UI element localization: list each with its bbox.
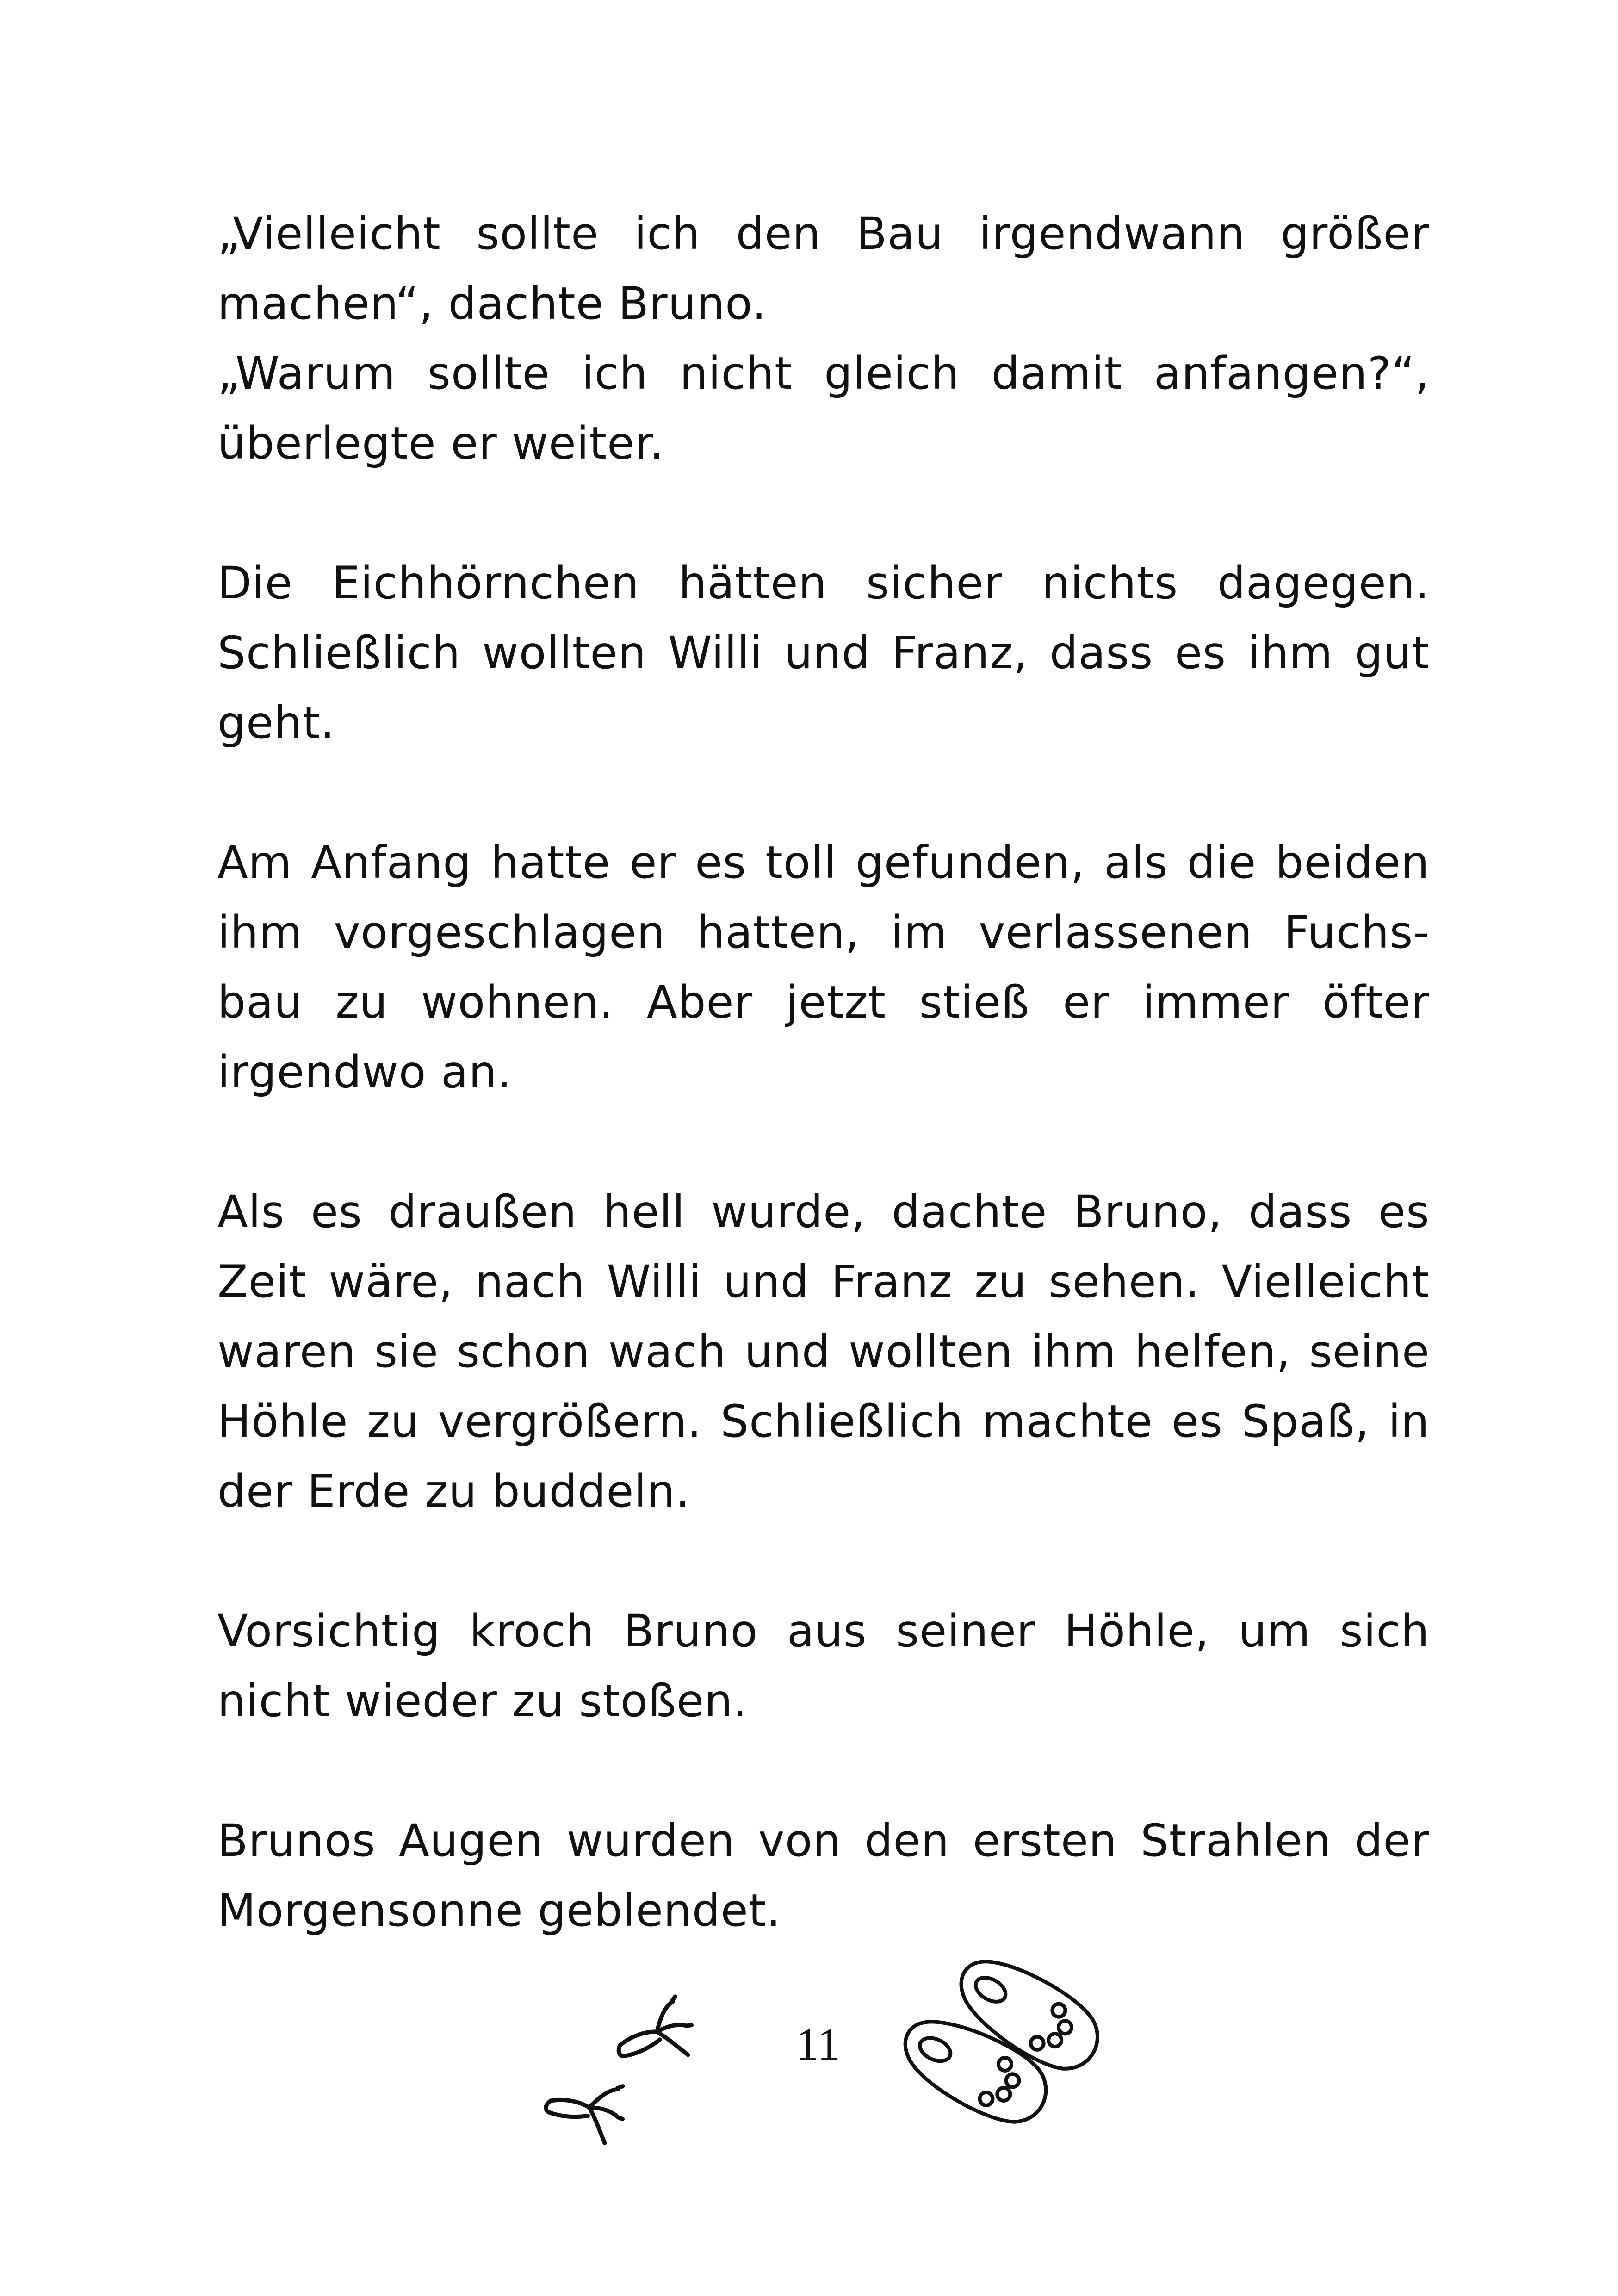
text-line: Höhle zu vergrößern. Schließlich machte es Spaß, in bbox=[217, 1396, 1430, 1447]
text-line: bau zu wohnen. Aber jetzt stieß er immer öfter bbox=[217, 976, 1430, 1028]
text-line: der Erde zu buddeln. bbox=[217, 1465, 690, 1517]
text-line: machen“, dachte Bruno. bbox=[217, 278, 767, 329]
paragraph-7 bbox=[217, 1806, 1430, 1946]
text-line: Am Anfang hatte er es toll gefunden, als die beiden bbox=[217, 837, 1430, 888]
text-line: Als es draußen hell wurde, dachte Bruno, dass es bbox=[217, 1186, 1430, 1238]
paragraph-2 bbox=[217, 339, 1430, 478]
paragraph-3 bbox=[217, 548, 1430, 758]
text-line: irgendwo an. bbox=[217, 1046, 512, 1098]
page-footer bbox=[0, 1967, 1618, 2170]
text-line: waren sie schon wach und wollten ihm helfen, seine bbox=[217, 1326, 1430, 1378]
text-line: Morgensonne geblendet. bbox=[217, 1885, 781, 1936]
text-line: geht. bbox=[217, 697, 335, 749]
text-line: „Vielleicht sollte ich den Bau irgendwann größer bbox=[217, 208, 1430, 260]
paragraph-6 bbox=[217, 1596, 1430, 1736]
bird-footprints-icon bbox=[541, 1995, 701, 2146]
text-line: überlegte er weiter. bbox=[217, 417, 664, 469]
text-line: Schließlich wollten Willi und Franz, dass es ihm gut bbox=[217, 627, 1430, 679]
paragraph-5 bbox=[217, 1177, 1430, 1527]
paragraph-4 bbox=[217, 828, 1430, 1107]
text-line: „Warum sollte ich nicht gleich damit anfangen?“, bbox=[217, 348, 1430, 399]
text-line: Die Eichhörnchen hätten sicher nichts dagegen. bbox=[217, 557, 1430, 609]
story-text bbox=[217, 199, 1430, 2016]
text-line: Vorsichtig kroch Bruno aus seiner Höhle, um sich bbox=[217, 1605, 1430, 1657]
paragraph-1 bbox=[217, 199, 1430, 339]
bear-pawprints-icon bbox=[891, 1944, 1112, 2135]
text-line: Zeit wäre, nach Willi und Franz zu sehen. Vielleicht bbox=[217, 1256, 1430, 1308]
text-line: ihm vorgeschlagen hatten, im verlassenen Fuchs- bbox=[217, 906, 1430, 958]
page-number: 11 bbox=[796, 2018, 841, 2070]
text-line: Brunos Augen wurden von den ersten Strahlen der bbox=[217, 1815, 1430, 1867]
text-line: nicht wieder zu stoßen. bbox=[217, 1675, 748, 1727]
